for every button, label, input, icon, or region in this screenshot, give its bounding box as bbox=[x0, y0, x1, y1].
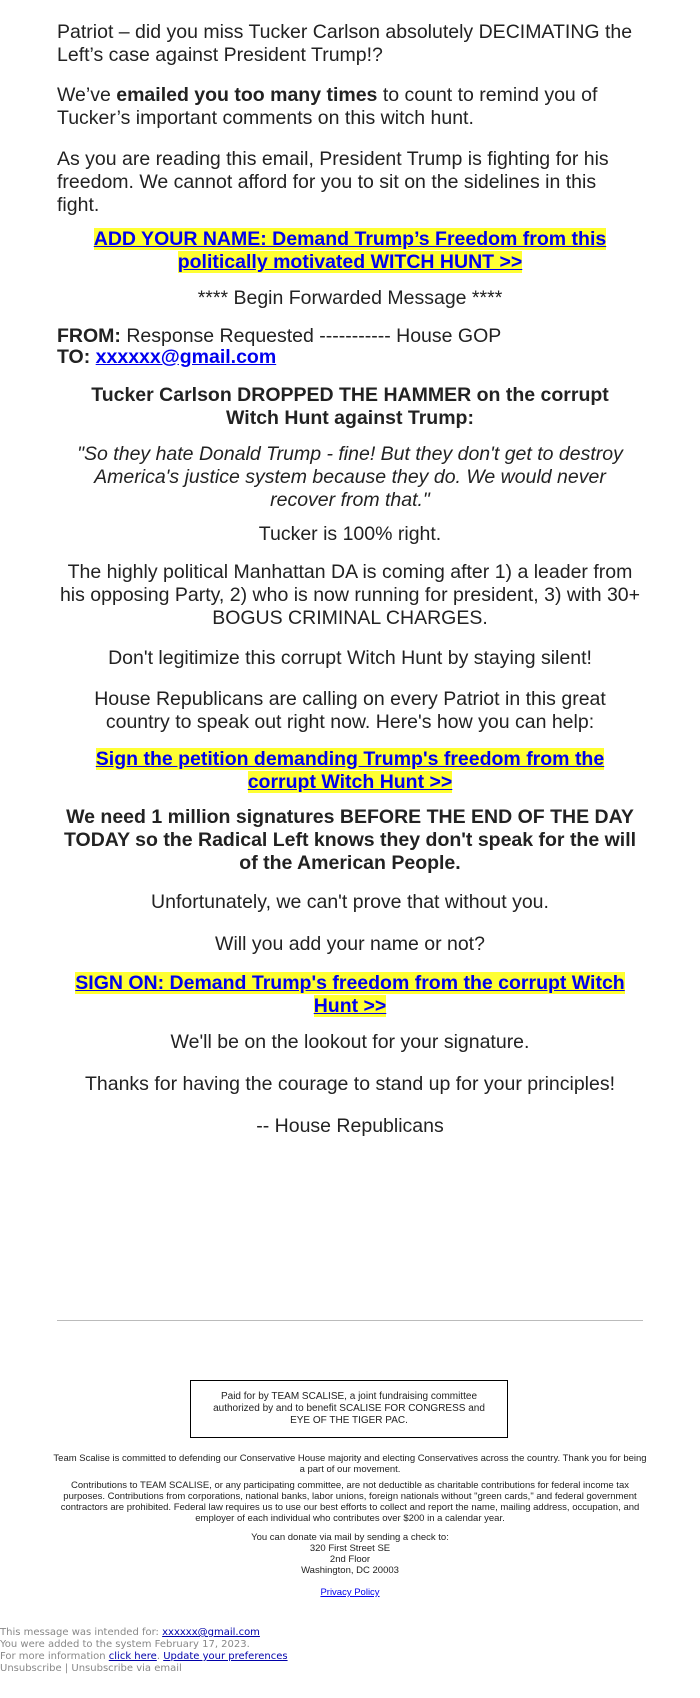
cta-sign-on-wrap bbox=[62, 972, 638, 1018]
signature: -- House Republicans bbox=[256, 1115, 444, 1137]
reading-paragraph: As you are reading this email, President Trump is fighting for his freedom. We cannot afford for you to sit on the sidelines in this fight. bbox=[57, 148, 609, 216]
intended-email-link[interactable]: xxxxxx@gmail.com bbox=[162, 1627, 260, 1638]
cta-petition-wrap bbox=[77, 748, 623, 794]
silent-paragraph: Don't legitimize this corrupt Witch Hunt by staying silent! bbox=[108, 647, 592, 669]
more-info-line: For more information click here. Update your preferences bbox=[0, 1651, 288, 1662]
cta-add-name-link[interactable]: ADD YOUR NAME: Demand Trump’s Freedom from this politically motivated WITCH HUNT >> bbox=[93, 228, 607, 273]
contributions-disclaimer: Contributions to TEAM SCALISE, or any participating committee, are not deductible as charitable contributions for federal income tax purposes. Contributions from corporations, national banks, labor unions, foreign nationals without "green cards," and federal government contractors are prohibited. Federal law requires us to use our best efforts to collect and report the name, mailing address, occupation, and employer of each individual who contributes over $200 in a calendar year. bbox=[60, 1480, 640, 1524]
mail-address-block: You can donate via mail by sending a check to: 320 First Street SE 2nd Floor Washington, DC 20003 bbox=[251, 1532, 449, 1576]
prove-paragraph: Unfortunately, we can't prove that without you. bbox=[151, 891, 549, 913]
from-line: FROM: Response Requested ----------- House GOP bbox=[57, 325, 502, 347]
hammer-headline: Tucker Carlson DROPPED THE HAMMER on the corrupt Witch Hunt against Trump: bbox=[91, 384, 609, 429]
tucker-right: Tucker is 100% right. bbox=[258, 523, 442, 545]
unsubscribe-link[interactable]: Unsubscribe bbox=[0, 1663, 62, 1674]
emailed-paragraph: We’ve emailed you too many times to count to remind you of Tucker’s important comments on this witch hunt. bbox=[57, 84, 598, 129]
intro-paragraph: Patriot – did you miss Tucker Carlson absolutely DECIMATING the Left’s case against President Trump!? bbox=[57, 21, 633, 66]
cta-sign-on-link[interactable]: SIGN ON: Demand Trump's freedom from the corrupt Witch Hunt >> bbox=[75, 972, 625, 1017]
privacy-policy-link[interactable]: Privacy Policy bbox=[320, 1587, 380, 1598]
tucker-quote: "So they hate Donald Trump - fine! But they don't get to destroy America's justice system because they do. We would never recover from that." bbox=[77, 443, 623, 511]
cta-petition-link[interactable]: Sign the petition demanding Trump's freedom from the corrupt Witch Hunt >> bbox=[95, 748, 605, 793]
thanks-paragraph: Thanks for having the courage to stand up for your principles! bbox=[84, 1073, 616, 1095]
million-paragraph: We need 1 million signatures BEFORE THE END OF THE DAY TODAY so the Radical Left knows they don't speak for the will of the American People. bbox=[63, 806, 637, 874]
committed-text: Team Scalise is committed to defending our Conservative House majority and electing Conservatives across the country. Thank you for being a part of our movement. bbox=[53, 1453, 647, 1475]
cta-add-name-wrap bbox=[77, 228, 623, 274]
paid-for-box: Paid for by TEAM SCALISE, a joint fundraising committee authorized by and to benefit SCALISE FOR CONGRESS and EYE OF THE TIGER PAC. bbox=[190, 1380, 508, 1438]
add-name-question: Will you add your name or not? bbox=[215, 933, 485, 955]
update-preferences-link[interactable]: Update your preferences bbox=[163, 1651, 288, 1662]
to-line: TO: xxxxxx@gmail.com bbox=[57, 346, 277, 368]
to-email-link[interactable]: xxxxxx@gmail.com bbox=[95, 346, 277, 368]
unsubscribe-email-link[interactable]: Unsubscribe via email bbox=[71, 1663, 182, 1674]
emphasis-text: emailed you too many times bbox=[116, 84, 378, 106]
privacy-wrap bbox=[50, 1587, 650, 1598]
call-paragraph: House Republicans are calling on every Patriot in this great country to speak out right now. Here's how you can help: bbox=[94, 688, 606, 733]
intended-line: This message was intended for: xxxxxx@gmail.com bbox=[0, 1627, 260, 1638]
da-paragraph: The highly political Manhattan DA is coming after 1) a leader from his opposing Party, 2) who is now running for president, 3) with 30+ BOGUS CRIMINAL CHARGES. bbox=[59, 561, 641, 629]
added-line: You were added to the system February 17, 2023. bbox=[0, 1639, 250, 1650]
footer-divider bbox=[57, 1320, 643, 1321]
forwarded-header: **** Begin Forwarded Message **** bbox=[197, 287, 503, 309]
unsubscribe-line: Unsubscribe | Unsubscribe via email bbox=[0, 1663, 182, 1674]
lookout-paragraph: We'll be on the lookout for your signature. bbox=[170, 1031, 530, 1053]
click-here-link[interactable]: click here bbox=[108, 1651, 157, 1662]
